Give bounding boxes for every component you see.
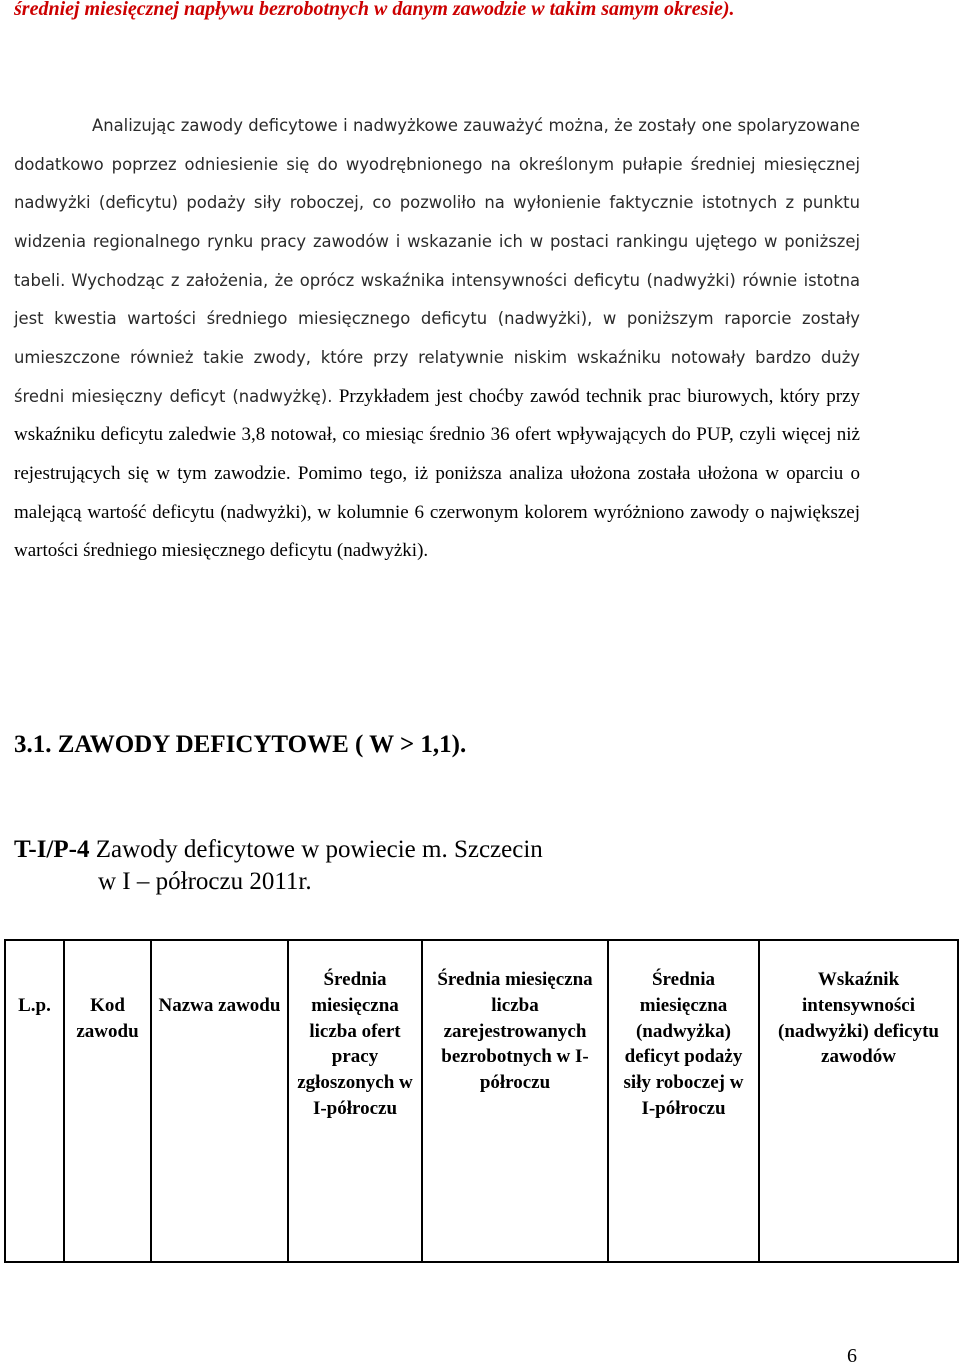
- paragraph-part-1: Analizując zawody deficytowe i nadwyżkowe zauważyć można, że zostały one spolaryzowane dodatkowo poprzez odniesienie się do wyodrębnionego na określonym pułapie średniej miesięcznej nadwyżki (deficytu) podaży siły roboczej, co pozwoliło na wyłonienie faktycznie istotnych z punktu widzenia regionalnego rynku pracy zawodów i wskazanie ich w postaci rankingu ujętego w poniższej tabeli.: [14, 116, 860, 290]
- table-header-row: [5, 940, 958, 1262]
- header-lp: L.p.: [5, 940, 64, 1262]
- page-number: 6: [847, 1345, 857, 1367]
- continued-italic-text: średniej miesięcznej napływu bezrobotnych w danym zawodzie w takim samym okresie).: [14, 0, 735, 20]
- table-title-line-1: [14, 834, 543, 866]
- paragraph-part-3: Przykładem jest choćby zawód technik prac biurowych, który przy wskaźniku deficytu zaledwie 3,8 notował, co miesiąc średnio 36 ofert wpływających do PUP, czyli więcej niż rejestrujących się w tym zawodzie. Pomimo tego, iż poniższa analiza ułożona została ułożona w oparciu o malejącą wartość deficytu (nadwyżki), w kolumnie 6 czerwonym kolorem wyróżniono zawody o największej wartości średniego miesięcznego deficytu (nadwyżki).: [14, 385, 860, 562]
- table-code: T-I/P-4: [14, 836, 90, 863]
- header-avg-job-offers: Średnia miesięczna liczba ofert pracy zgłoszonych w I-półroczu: [288, 940, 422, 1262]
- deficit-occupations-table: [4, 939, 959, 1263]
- table-title: [14, 834, 543, 898]
- section-heading: 3.1. ZAWODY DEFICYTOWE ( W > 1,1).: [14, 731, 467, 758]
- header-occupation-code: Kod zawodu: [64, 940, 151, 1262]
- header-avg-registered-unemployed: Średnia miesięczna liczba zarejestrowanych bezrobotnych w I-półroczu: [422, 940, 608, 1262]
- table-title-line-2: w I – półroczu 2011r.: [98, 868, 312, 895]
- header-occupation-name: Nazwa zawodu: [151, 940, 288, 1262]
- header-intensity-index: Wskaźnik intensywności (nadwyżki) deficytu zawodów: [759, 940, 958, 1262]
- paragraph-part-2: Wychodząc z założenia, że oprócz wskaźnika intensywności deficytu (nadwyżki) równie istotna jest kwestia wartości średniego miesięcznego deficytu (nadwyżki), w poniższym raporcie zostały umieszczone również takie zwody, które przy relatywnie niskim wskaźniku notowały bardzo duży średni miesięczny deficyt (nadwyżkę).: [14, 270, 860, 406]
- table-title-text: Zawody deficytowe w powiecie m. Szczecin: [89, 836, 543, 863]
- header-avg-deficit: Średnia miesięczna (nadwyżka) deficyt podaży siły roboczej w I-półroczu: [608, 940, 759, 1262]
- analysis-paragraph: [14, 107, 860, 571]
